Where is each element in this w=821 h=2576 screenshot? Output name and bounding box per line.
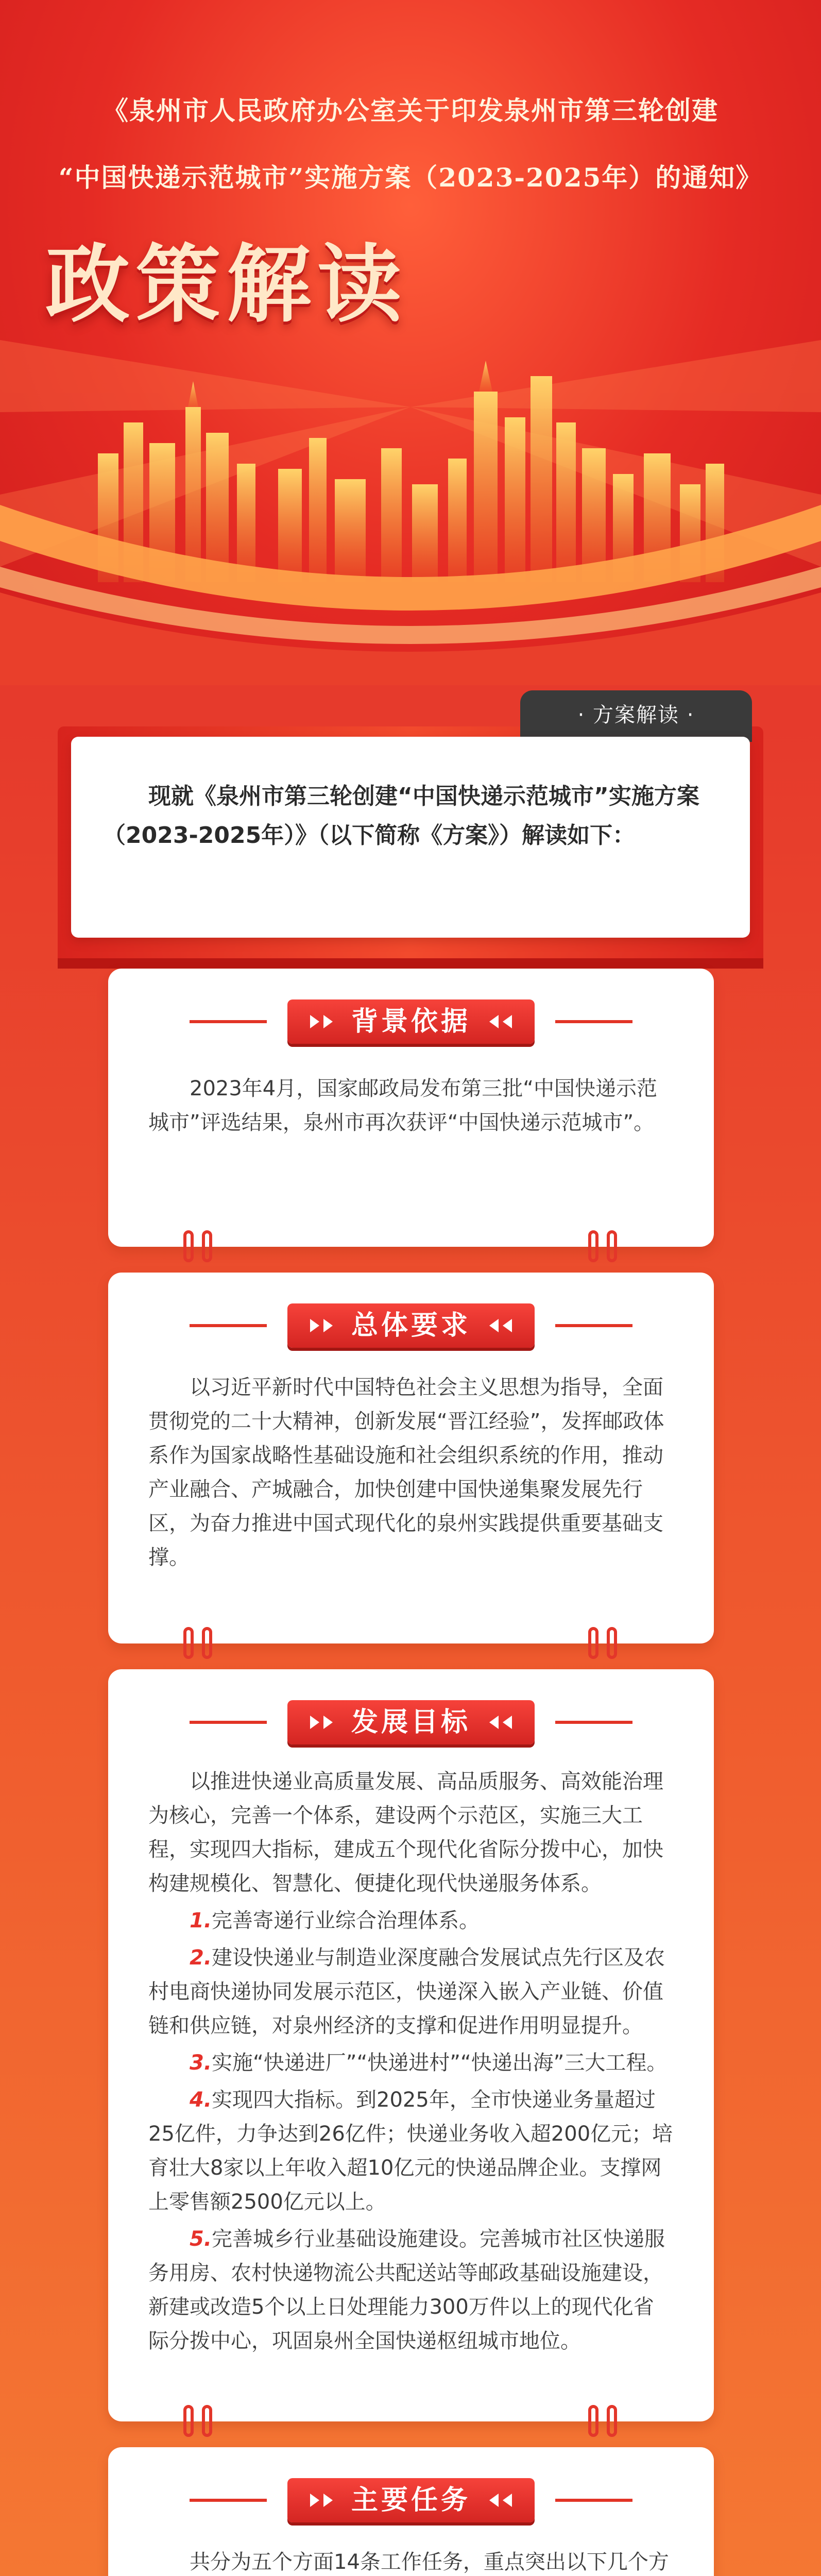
arrow-left-icon	[503, 1319, 512, 1332]
goals-item-number: 1.	[190, 1909, 212, 1933]
arrow-left-icon	[489, 1015, 499, 1028]
title-wing-line	[190, 1721, 267, 1724]
goals-item-text: 建设快递业与制造业深度融合发展试点先行区及农村电商快递协同发展示范区，快递深入嵌入产业链、价值链和供应链，对泉州经济的支撑和促进作用明显提升。	[148, 1946, 665, 2038]
goals-item-number: 5.	[190, 2227, 212, 2251]
binder-ring-icon	[183, 2405, 194, 2437]
section-title-tasks	[287, 2478, 535, 2522]
section-title-wrap	[108, 2478, 714, 2522]
section-goals-body	[148, 1765, 674, 2361]
title-wing-line	[190, 1324, 267, 1327]
binder-ring-icon	[183, 1627, 194, 1659]
arrow-right-icon	[310, 1015, 319, 1028]
binder-ring-icon	[588, 1627, 598, 1659]
goals-item	[148, 2222, 674, 2358]
binder-ring-icon	[607, 2405, 617, 2437]
background-paragraph: 2023年4月，国家邮政局发布第三批“中国快递示范城市”评选结果，泉州市再次获评“中国快递示范城市”。	[148, 1077, 657, 1134]
goals-item-text: 实施“快递进厂”“快递进村”“快递出海”三大工程。	[212, 2051, 668, 2075]
arrow-left-icon	[489, 2494, 499, 2507]
title-wing-line	[190, 2499, 267, 2502]
arrow-left-icon	[489, 1319, 499, 1332]
goals-item-text: 完善寄递行业综合治理体系。	[212, 1909, 480, 1933]
intro-card	[71, 737, 750, 938]
section-overall-card	[108, 1273, 714, 1643]
binder-ring-icon	[607, 1230, 617, 1262]
title-wing-line	[555, 2499, 632, 2502]
arrow-right-icon	[323, 1716, 333, 1729]
section-title-wrap	[108, 999, 714, 1044]
section-title-text: 总体要求	[351, 1310, 471, 1341]
arrow-left-icon	[503, 1015, 512, 1028]
title-wing-line	[555, 1324, 632, 1327]
goals-item-text: 实现四大指标。到2025年，全市快递业务量超过25亿件，力争达到26亿件；快递业务收入超200亿元；培育壮大8家以上年收入超10亿元的快递品牌企业。支撑网上零售额2500亿元以上。	[148, 2088, 673, 2214]
section-goals-card	[108, 1669, 714, 2421]
arrow-left-icon	[489, 1716, 499, 1729]
document-title-line2: “中国快递示范城市”实施方案（2023-2025年）的通知》	[58, 162, 763, 193]
goals-item	[148, 1941, 674, 2043]
goals-item	[148, 1904, 674, 1938]
intro-text: 现就《泉州市第三轮创建“中国快递示范城市”实施方案（2023-2025年）》（以下简称《方案》）解读如下：	[103, 783, 699, 849]
binder-ring-icon	[202, 1230, 212, 1262]
section-title-text: 主要任务	[351, 2485, 471, 2516]
document-title-line1: 《泉州市人民政府办公室关于印发泉州市第三轮创建	[102, 95, 719, 126]
title-wing-line	[555, 1020, 632, 1023]
intro-bottom-bar	[58, 958, 763, 969]
goals-item-number: 4.	[190, 2088, 212, 2112]
section-title-text: 背景依据	[351, 1006, 471, 1037]
section-title-goals	[287, 1700, 535, 1744]
goals-item	[148, 2046, 674, 2080]
section-tasks-card	[108, 2447, 714, 2576]
main-title: 政策解读	[45, 235, 408, 334]
goals-item	[148, 2083, 674, 2219]
binder-ring-icon	[183, 1230, 194, 1262]
arrow-right-icon	[323, 2494, 333, 2507]
intro-tag: · 方案解读 ·	[520, 690, 752, 742]
overall-paragraph: 以习近平新时代中国特色社会主义思想为指导，全面贯彻党的二十大精神，创新发展“晋江经验”，发挥邮政体系作为国家战略性基础设施和社会组织系统的作用，推动产业融合、产城融合，加快创建中国快递集聚发展先行区，为奋力推进中国式现代化的泉州实践提供重要基础支撑。	[148, 1376, 664, 1569]
section-overall-body	[148, 1370, 674, 1578]
tasks-intro: 共分为五个方面14条工作任务，重点突出以下几个方	[190, 2550, 669, 2574]
binder-ring-icon	[202, 1627, 212, 1659]
section-background-body	[148, 1072, 674, 1143]
binder-ring-icon	[588, 1230, 598, 1262]
arrow-right-icon	[310, 1319, 319, 1332]
section-title-overall	[287, 1303, 535, 1348]
binder-ring-icon	[588, 2405, 598, 2437]
section-tasks-body	[148, 2545, 674, 2576]
title-wing-line	[190, 1020, 267, 1023]
goals-intro: 以推进快递业高质量发展、高品质服务、高效能治理为核心，完善一个体系，建设两个示范区，实施三大工程，实现四大指标，建成五个现代化省际分拨中心，加快构建规模化、智慧化、便捷化现代快递服务体系。	[148, 1770, 663, 1895]
section-background-card	[108, 969, 714, 1247]
binder-ring-icon	[202, 2405, 212, 2437]
arrow-left-icon	[503, 2494, 512, 2507]
orange-arc-decoration	[0, 484, 821, 685]
section-title-text: 发展目标	[351, 1707, 471, 1738]
arrow-right-icon	[323, 1319, 333, 1332]
section-title-wrap	[108, 1303, 714, 1348]
arrow-right-icon	[310, 1716, 319, 1729]
arrow-left-icon	[503, 1716, 512, 1729]
goals-item-number: 3.	[190, 2051, 212, 2075]
header-banner	[0, 0, 821, 685]
goals-item-number: 2.	[190, 1946, 212, 1970]
binder-ring-icon	[607, 1627, 617, 1659]
goals-item-text: 完善城乡行业基础设施建设。完善城市社区快递服务用房、农村快递物流公共配送站等邮政基础设施建设，新建或改造5个以上日处理能力300万件以上的现代化省际分拨中心，巩固泉州全国快递枢纽城市地位。	[148, 2227, 665, 2353]
section-title-background	[287, 999, 535, 1044]
title-wing-line	[555, 1721, 632, 1724]
arrow-right-icon	[310, 2494, 319, 2507]
section-title-wrap	[108, 1700, 714, 1744]
document-title	[41, 77, 780, 211]
arrow-right-icon	[323, 1015, 333, 1028]
